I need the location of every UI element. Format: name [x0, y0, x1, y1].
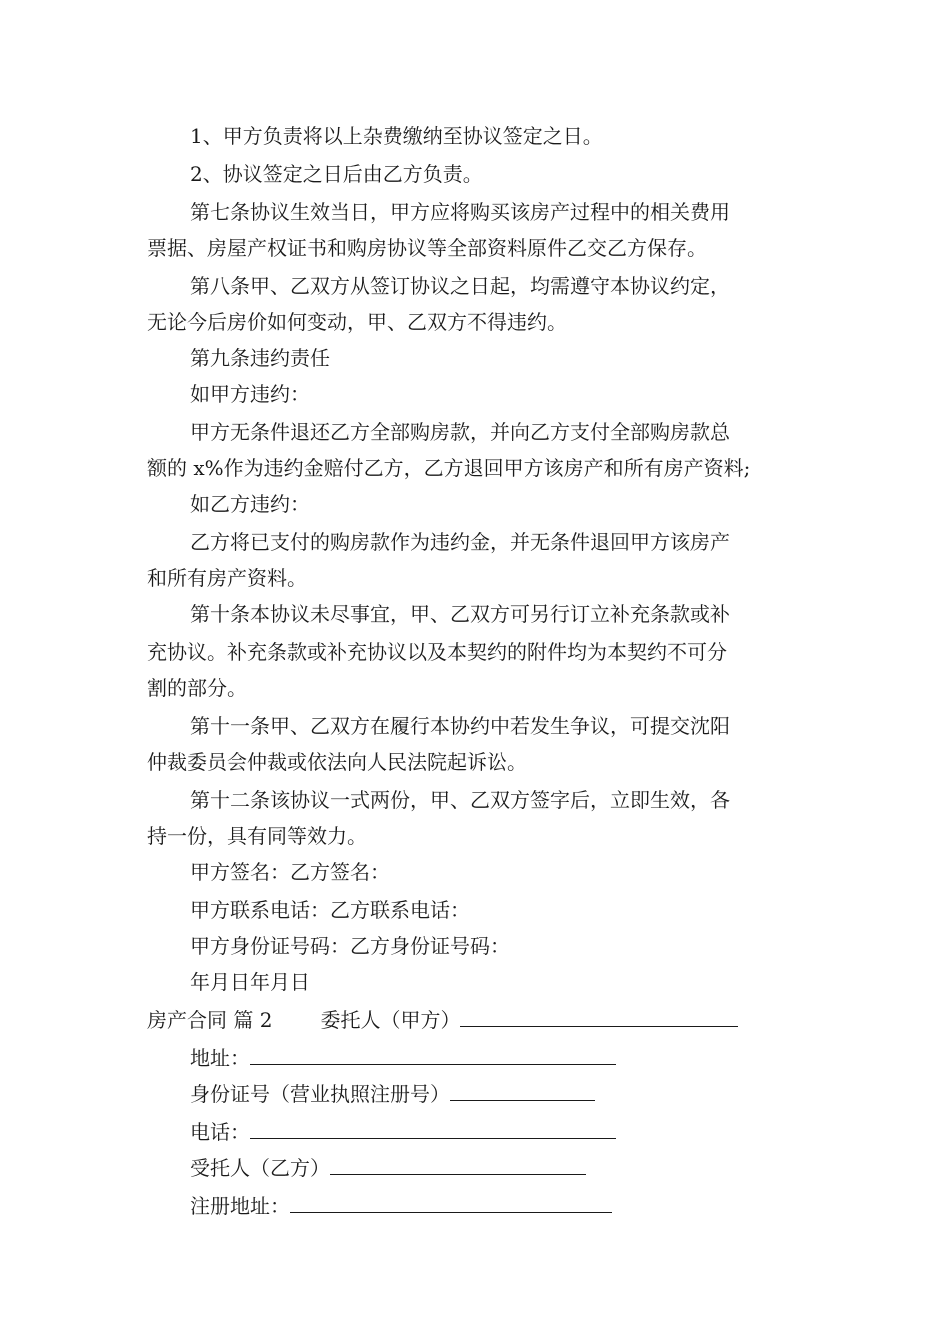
- paragraph: 乙方将已支付的购房款作为违约金，并无条件退回甲方该房产: [190, 530, 730, 554]
- paragraph: 如乙方违约：: [190, 492, 310, 516]
- paragraph: 如甲方违约：: [190, 382, 310, 406]
- paragraph-continuation: 持一份，具有同等效力。: [147, 824, 367, 848]
- phone-line: 甲方联系电话：乙方联系电话：: [190, 898, 470, 922]
- paragraph-continuation: 充协议。补充条款或补充协议以及本契约的附件均为本契约不可分: [147, 640, 727, 664]
- agent-label: 受托人（乙方）: [190, 1156, 330, 1180]
- paragraph-continuation: 票据、房屋产权证书和购房协议等全部资料原件乙交乙方保存。: [147, 236, 707, 260]
- paragraph: 第十二条该协议一式两份，甲、乙双方签字后，立即生效，各: [190, 788, 730, 812]
- paragraph-continuation: 和所有房产资料。: [147, 566, 307, 590]
- signature-line: 甲方签名：乙方签名：: [190, 860, 390, 884]
- paragraph: 第七条协议生效当日，甲方应将购买该房产过程中的相关费用: [190, 200, 730, 224]
- agent-blank[interactable]: [330, 1152, 586, 1175]
- agent-row: [190, 1152, 860, 1182]
- paragraph: 2、协议签定之日后由乙方负责。: [190, 162, 483, 186]
- paragraph: 1、甲方负责将以上杂费缴纳至协议签定之日。: [190, 124, 603, 148]
- principal-label: 委托人（甲方）: [320, 1008, 461, 1032]
- date-line: 年月日年月日: [190, 970, 310, 994]
- reg-address-row: [190, 1190, 860, 1220]
- paragraph: 第十条本协议未尽事宜，甲、乙双方可另行订立补充条款或补: [190, 602, 730, 626]
- paragraph-continuation: 仲裁委员会仲裁或依法向人民法院起诉讼。: [147, 750, 527, 774]
- phone-blank[interactable]: [250, 1116, 616, 1139]
- id-number-line: 甲方身份证号码：乙方身份证号码：: [190, 934, 510, 958]
- address-row: [190, 1042, 860, 1072]
- contract2-heading-row: [147, 1004, 817, 1034]
- contract2-heading: 房产合同 篇 2: [147, 1008, 273, 1032]
- paragraph: 第十一条甲、乙双方在履行本协约中若发生争议，可提交沈阳: [190, 714, 730, 738]
- paragraph: 甲方无条件退还乙方全部购房款，并向乙方支付全部购房款总: [190, 420, 730, 444]
- paragraph: 第八条甲、乙双方从签订协议之日起，均需遵守本协议约定，: [190, 274, 730, 298]
- address-label: 地址：: [190, 1046, 250, 1070]
- reg-address-blank[interactable]: [290, 1190, 612, 1213]
- paragraph-continuation: 无论今后房价如何变动，甲、乙双方不得违约。: [147, 310, 567, 334]
- reg-address-label: 注册地址：: [190, 1194, 290, 1218]
- id-blank[interactable]: [450, 1078, 595, 1101]
- principal-blank[interactable]: [460, 1004, 738, 1027]
- id-row: [190, 1078, 860, 1108]
- phone-row: [190, 1116, 860, 1146]
- address-blank[interactable]: [250, 1042, 616, 1065]
- paragraph-continuation: 割的部分。: [147, 676, 247, 700]
- paragraph-continuation: 额的 x%作为违约金赔付乙方，乙方退回甲方该房产和所有房产资料;: [147, 456, 751, 480]
- id-label: 身份证号（营业执照注册号）: [190, 1082, 450, 1106]
- section-heading: 第九条违约责任: [190, 346, 330, 370]
- phone-label: 电话：: [190, 1120, 250, 1144]
